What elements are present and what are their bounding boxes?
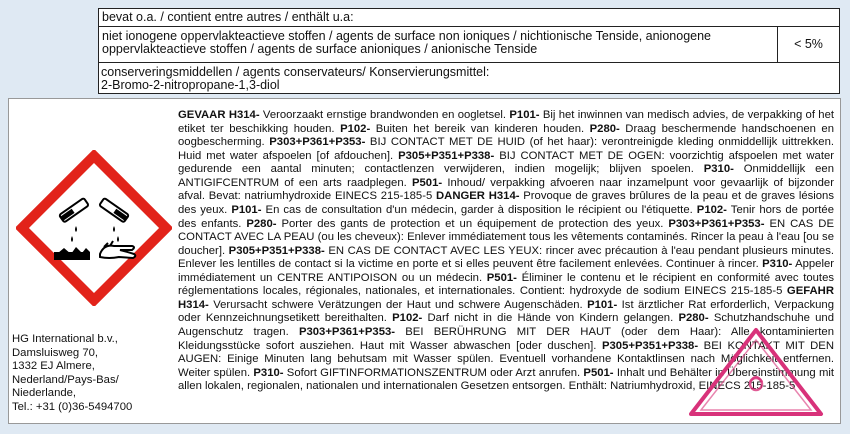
hazard-text-segment: Schutzhandschuhe und Augenschutz tragen. <box>178 312 834 338</box>
hazard-code: P280- <box>246 217 277 230</box>
hazard-text-segment: Porter des gants de protection et un équipement de protection des yeux. <box>276 217 669 230</box>
composition-header: bevat o.a. / contient entre autres / enthält u.a: <box>102 10 354 24</box>
hazard-code: P310- <box>762 258 793 271</box>
corrosion-pictogram-icon <box>16 150 172 306</box>
hazard-text-segment: Provoque de graves brûlures de la peau et de graves lésions des yeux. <box>178 190 834 216</box>
surfactants-row <box>99 27 839 63</box>
address-city: 1332 EJ Almere, <box>12 360 95 373</box>
hazard-text-segment: En cas de consultation d'un médecin, garder à disposition le récipient ou l'étiquette. <box>261 203 697 216</box>
composition-table <box>98 8 840 94</box>
triangle-stamp-icon <box>687 326 825 420</box>
hazard-text-segment: Draag beschermende handschoenen en oogbescherming. <box>178 122 835 149</box>
hazard-text-segment: Onmiddellijk een ANTIGIFCENTRUM of een arts raadplegen. <box>178 163 834 189</box>
hazard-code: P305+P351+P338- <box>398 149 495 162</box>
preservative-name: 2-Bromo-2-nitropropane-1,3-diol <box>101 78 280 92</box>
hazard-text-segment: Veroorzaakt ernstige brandwonden en oogletsel. <box>259 109 510 121</box>
hazard-code: P102- <box>392 312 423 325</box>
hazard-code: P280- <box>589 122 620 135</box>
hazard-code: P303+P361+P353- <box>298 326 396 338</box>
hazard-code: P310- <box>703 163 734 176</box>
hazard-text-segment: EN CAS DE CONTACT AVEC LA PEAU (ou les cheveux): Enlever immédiatement tous les vêtements contaminés. Rincer la peau à l'eau [ou se doucher]. <box>178 217 834 257</box>
hazard-text-segment: Inhalt und Behälter in Übereinstimmung mit allen lokalen, regionalen, nationalen und internationalen Gesetzen entsorgen. Enthält: Natriumhydroxid, EINECS 215-185-5 <box>178 366 835 393</box>
hazard-text-segment: BEI KONTAKT MIT DEN AUGEN: Einige Minuten lang behutsam mit Wasser spülen. Eventuell vorhandene Kontaktlinsen nach Möglichkeit entfernen. Weiter spülen. <box>178 339 834 379</box>
hazard-text-segment: Verursacht schwere Verätzungen der Haut und schwere Augenschäden. <box>208 298 588 311</box>
company-address <box>12 333 172 415</box>
hazard-code: P303+P361+P353- <box>668 217 765 230</box>
hazard-text-segment: BIJ CONTACT MET DE OGEN: voorzichtig afspoelen met water gedurende een aantal minuten; contactlenzen verwijderen, indien mogelijk; blijven spoelen. <box>178 149 835 176</box>
surfactants-percentage: < 5% <box>777 27 839 62</box>
hazard-text-segment: EN CAS DE CONTACT AVEC LES YEUX: rincer avec précaution à l'eau pendant plusieurs minutes. Enlever les lentilles de contact si la victime en porte et si elles peuvent être facilement enlevées. Continuer à rincer. <box>178 244 834 271</box>
hazard-code: P101- <box>231 203 262 216</box>
hazard-code: P501- <box>411 176 443 189</box>
company-name: HG International b.v., <box>12 333 118 345</box>
hazard-text-segment: BIJ CONTACT MET DE HUID (of het haar): verontreinigde kleding onmiddellijk uittrekken. Huid met water afspoelen [of afdouchen]. <box>178 136 834 162</box>
hazard-code: P101- <box>587 298 618 311</box>
hazard-text-segment: Sofort GIFTINFORMATIONSZENTRUM oder Arzt anrufen. <box>283 366 584 379</box>
address-street: Damsluisweg 70, <box>12 346 99 359</box>
hazard-code: P102- <box>696 203 727 216</box>
hazard-code: DANGER H314- <box>436 190 520 203</box>
hazard-code: P305+P351+P338- <box>601 339 699 352</box>
hazard-text-segment: Buiten het bereik van kinderen houden. <box>370 122 590 135</box>
phone-number: Tel.: +31 (0)36-5494700 <box>12 400 133 413</box>
hazard-code: P501- <box>583 366 614 379</box>
surfactants-text: niet ionogene oppervlakteactieve stoffen / agents de surface non ioniques / nichtionische Tenside, anionogene oppervlakteactieve stoffen / agents de surface anioniques / anionische Tenside <box>102 29 712 56</box>
hazard-text-segment: Bij het inwinnen van medisch advies, de verpakking of het etiket ter beschikking houden. <box>178 109 834 135</box>
hazard-text-segment: Tenir hors de portée des enfants. <box>178 203 835 230</box>
hazard-text-segment: BEI BERÜHRUNG MIT DER HAUT (oder dem Haar): Alle kontaminierten Kleidungsstücke sofort ausziehen. Haut mit Wasser abwaschen [oder duschen]. <box>178 326 834 352</box>
preservatives-row <box>99 63 839 94</box>
hazard-text-segment: Éliminer le contenu et le récipient en conformité avec toutes réglementations locales, régionales, nationales, et internationales. Contient: hydroxyde de sodium EINECS 215-185-5 <box>178 271 834 298</box>
hazard-text-segment: Appeler immédiatement un CENTRE ANTIPOISON ou un médecin. <box>178 258 835 284</box>
hazard-code: P303+P361+P353- <box>269 136 366 149</box>
hazard-code: P102- <box>340 122 371 135</box>
hazard-code: P501- <box>486 271 517 284</box>
composition-header-row <box>99 9 839 27</box>
hazard-text-segment: Inhoud/ verpakking afvoeren naar inzamelpunt voor gevaarlijk of bijzonder afval. Bevat: natriumhydroxide EINECS 215-185-5 <box>178 176 834 203</box>
hazard-code: GEVAAR H314- <box>178 109 260 121</box>
hazard-text-segment: Darf nicht in die Hände von Kindern gelangen. <box>422 312 679 325</box>
hazard-code: P101- <box>509 109 540 121</box>
hazard-code: P280- <box>678 312 709 325</box>
hazard-code: P310- <box>253 366 284 379</box>
preservatives-text <box>99 63 839 92</box>
hazard-code: GEFAHR H314- <box>178 285 834 311</box>
address-country: Nederland/Pays-Bas/ <box>12 373 119 386</box>
hazard-text-segment: Ist ärztlicher Rat erforderlich, Verpackung oder Kennzeichnungsetikett bereithalten. <box>178 298 834 325</box>
address-country-de: Niederlande, <box>12 387 77 400</box>
hazard-code: P305+P351+P338- <box>228 244 325 257</box>
preservatives-label: conserveringsmiddellen / agents conservateurs/ Konservierungsmittel: <box>101 65 490 79</box>
